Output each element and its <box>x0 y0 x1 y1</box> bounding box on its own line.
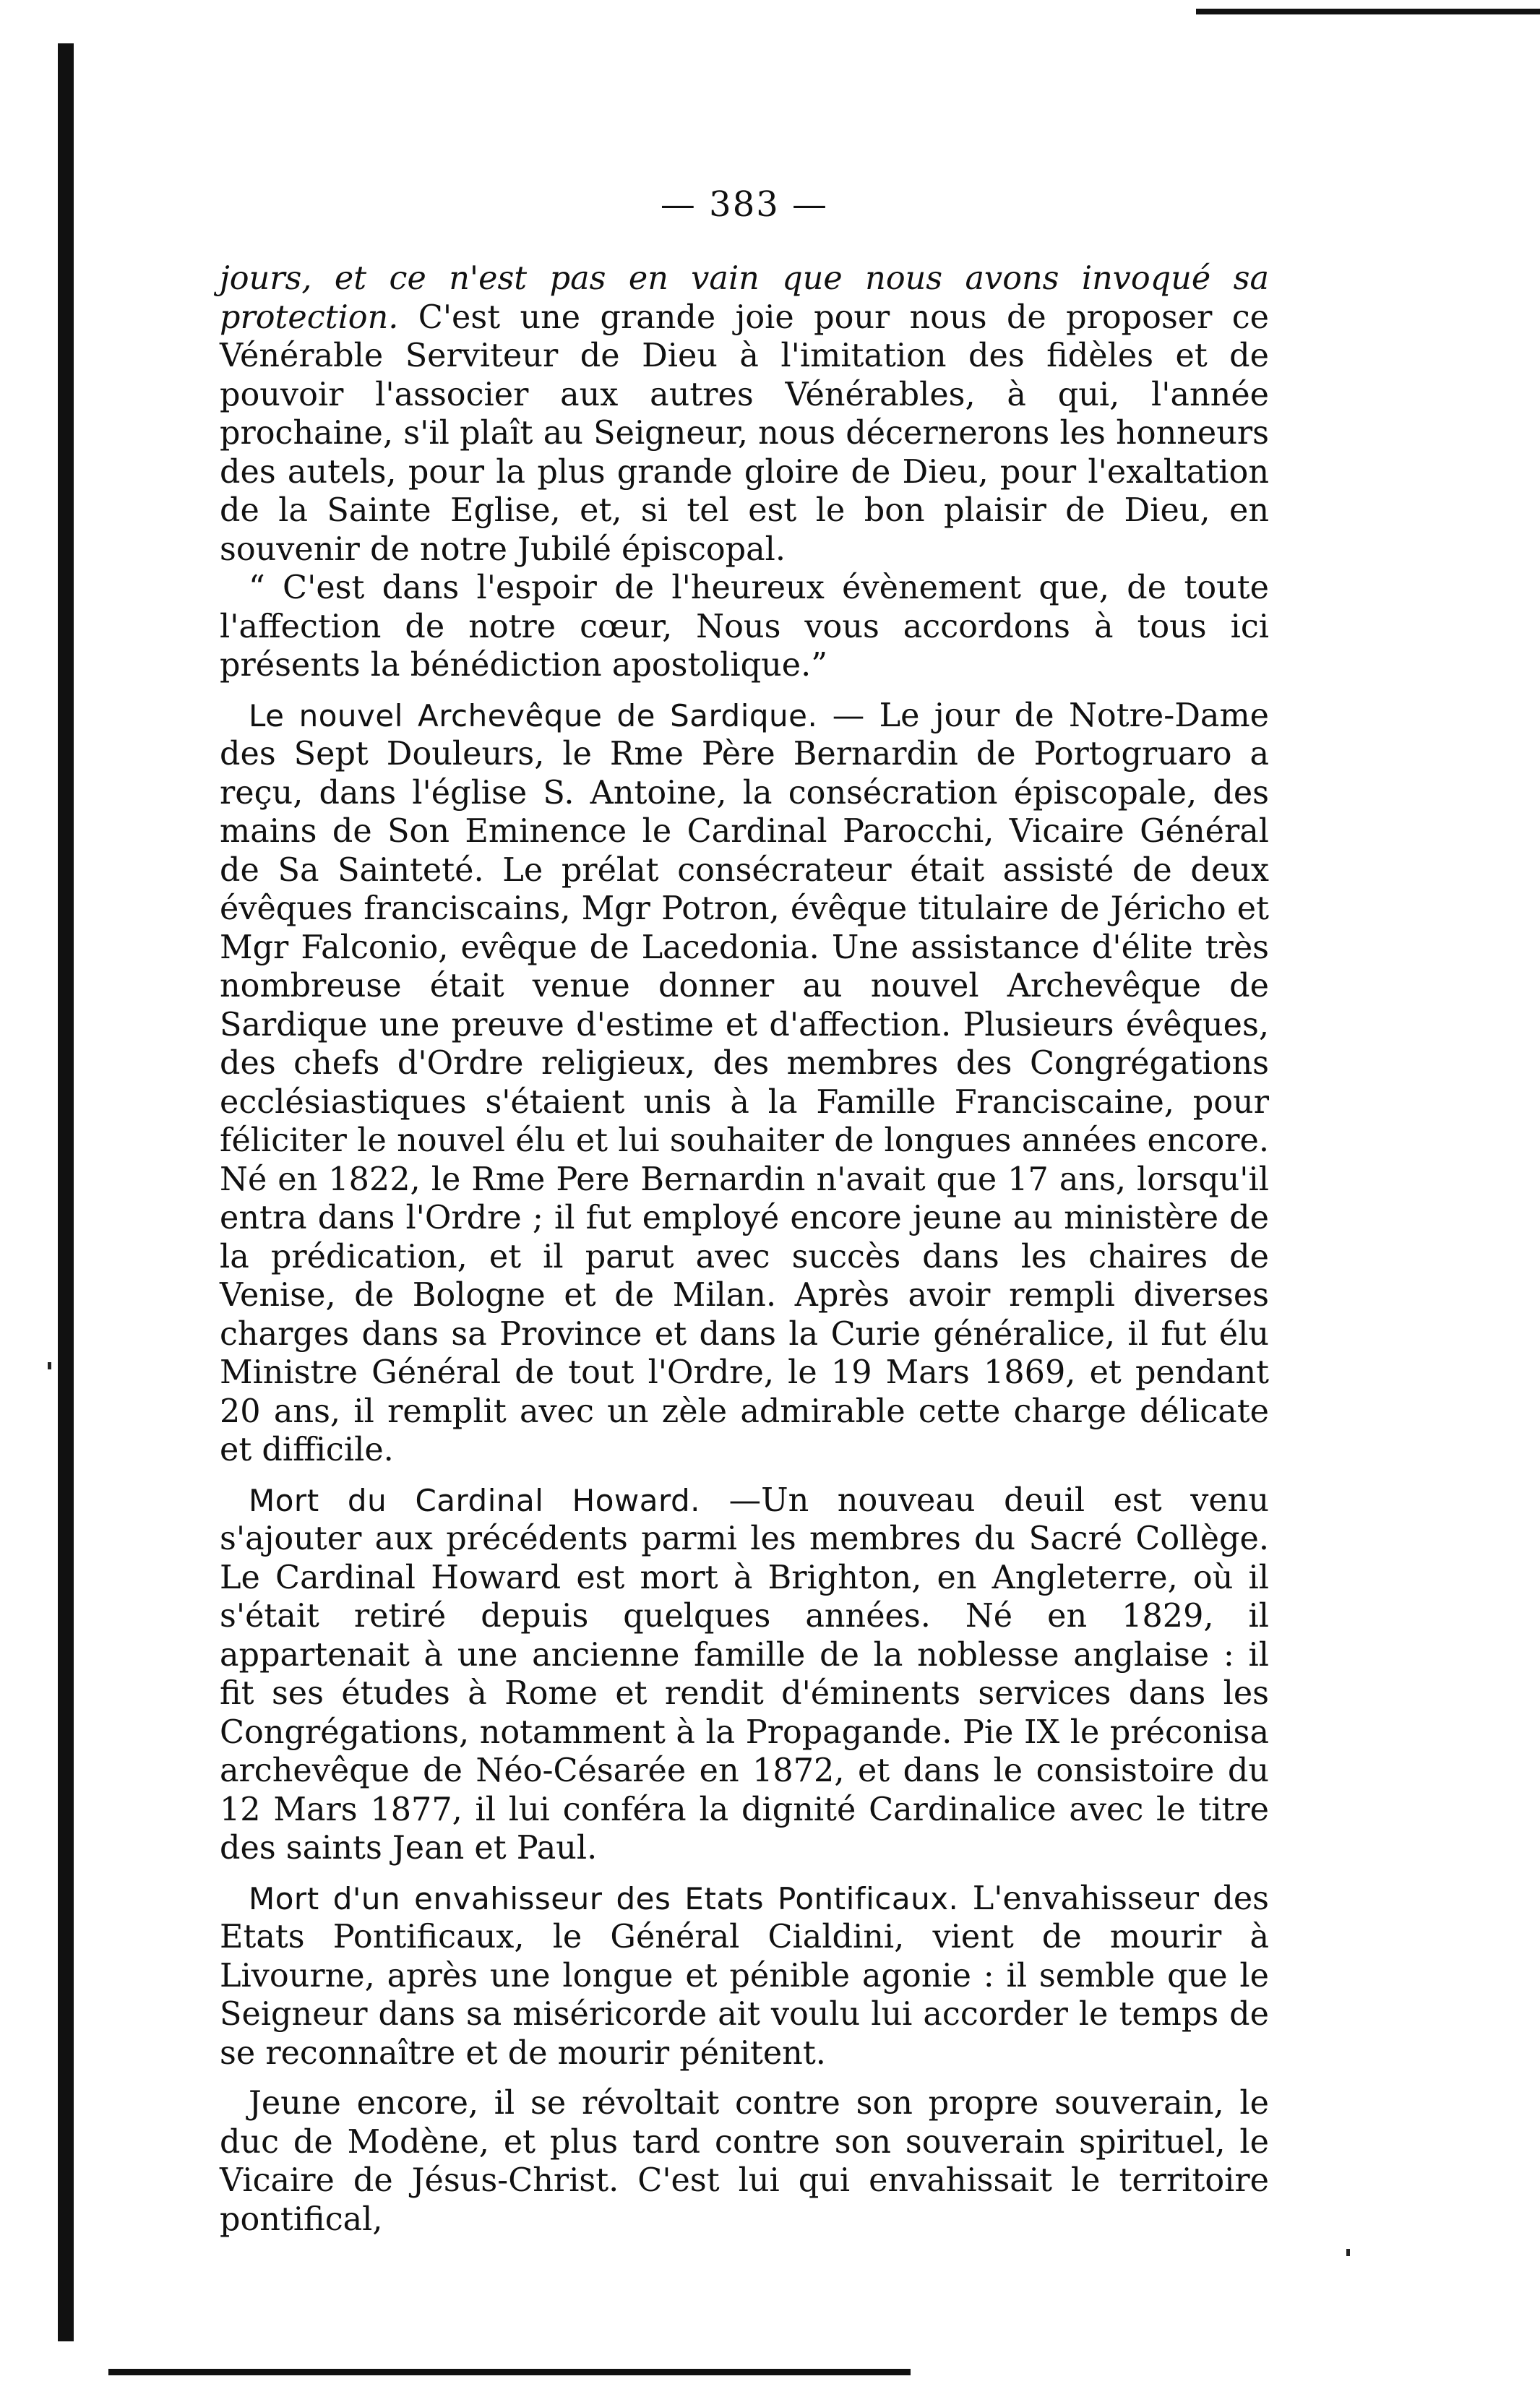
page-body <box>220 184 1269 2239</box>
section-text: — Le jour de Notre-Dame des Sept Douleurs, le Rme Père Bernardin de Portogruaro a reçu, dans l'église S. Antoine, la consécration épiscopale, des mains de Son Eminence le Cardinal Parocchi, Vicaire Général de Sa Sainteté. Le prélat consécrateur était assisté de deux évêques franciscains, Mgr Potron, évêque titulaire de Jéricho et Mgr Falconio, evêque de Lacedonia. Une assistance d'élite très nombreuse était venue donner au nouvel Archevêque de Sardique une preuve d'estime et d'affection. Plusieurs évêques, des chefs d'Ordre religieux, des membres des Congrégations ecclésiastiques s'étaient unis à la Famille Franciscaine, pour féliciter le nouvel élu et lui souhaiter de longues années encore. Né en 1822, le Rme Pere Bernardin n'avait que 17 ans, lorsqu'il entra dans l'Ordre ; il fut employé encore jeune au ministère de la prédication, et il parut avec succès dans les chaires de Venise, de Bologne et de Milan. Après avoir rempli diverses charges dans sa Province et dans la Curie généralice, il fut élu Ministre Général de tout l'Ordre, le 19 Mars 1869, et pendant 20 ans, il remplit avec un zèle admirable cette charge délicate et difficile. <box>220 697 1269 1468</box>
scan-speck <box>48 1362 51 1369</box>
section-text: —Un nouveau deuil est venu s'ajouter aux précédents parmi les membres du Sacré Collège. Le Cardinal Howard est mort à Brighton, en Angleterre, où il s'était retiré depuis quelques années. Né en 1829, il appartenait à une ancienne famille de la noblesse anglaise : il fit ses études à Rome et rendit d'éminents services dans les Congrégations, notamment à la Propagande. Pie IX le préconisa archevêque de Néo-Césarée en 1872, et dans le consistoire du 12 Mars 1877, il lui conféra la dignité Cardinalice avec le titre des saints Jean et Paul. <box>220 1481 1269 1867</box>
section-envahisseur <box>220 1880 1269 2073</box>
scan-rule-top <box>1196 9 1540 14</box>
scan-bar-left <box>58 43 74 2341</box>
page-number: — 383 — <box>660 184 829 225</box>
section-title: Le nouvel Archevêque de Sardique. <box>249 697 818 733</box>
section-archeveque-sardique <box>220 697 1269 1470</box>
section-text: L'envahisseur des Etats Pontificaux, le Général Cialdini, vient de mourir à Livourne, après une longue et pénible agonie : il semble que le Seigneur dans sa miséricorde ait voulu lui accorder le temps de se reconnaître et de mourir pénitent. <box>220 1880 1270 2072</box>
quote-paragraph: “ C'est dans l'espoir de l'heureux évènement que, de toute l'affection de notre cœur, Nous vous accordons à tous ici présents la bénédiction apostolique.” <box>220 569 1269 684</box>
continuation-text: C'est une grande joie pour nous de proposer ce Vénérable Serviteur de Dieu à l'imitation des fidèles et de pouvoir l'associer aux autres Vénérables, à qui, l'année prochaine, s'il plaît au Seigneur, nous décernerons les honneurs des autels, pour la plus grande gloire de Dieu, pour l'exaltation de la Sainte Eglise, et, si tel est le bon plaisir de Dieu, en souvenir de notre Jubilé épiscopal. <box>220 298 1269 568</box>
scan-rule-bottom <box>108 2369 911 2375</box>
section-title: Mort du Cardinal Howard. <box>249 1482 701 1518</box>
scan-speck <box>1346 2249 1350 2256</box>
closing-paragraph: Jeune encore, il se révoltait contre son propre souverain, le duc de Modène, et plus tard contre son souverain spirituel, le Vicaire de Jésus-Christ. C'est lui qui envahissait le territoire pontifical, <box>220 2085 1269 2238</box>
continuation-italic: jours, et ce n'est pas en vain que nous avons invoqué sa protection. <box>220 260 1269 336</box>
section-cardinal-howard <box>220 1481 1269 1868</box>
section-title: Mort d'un envahisseur des Etats Pontificaux. <box>249 1880 959 1916</box>
continuation-paragraph <box>220 259 1269 569</box>
